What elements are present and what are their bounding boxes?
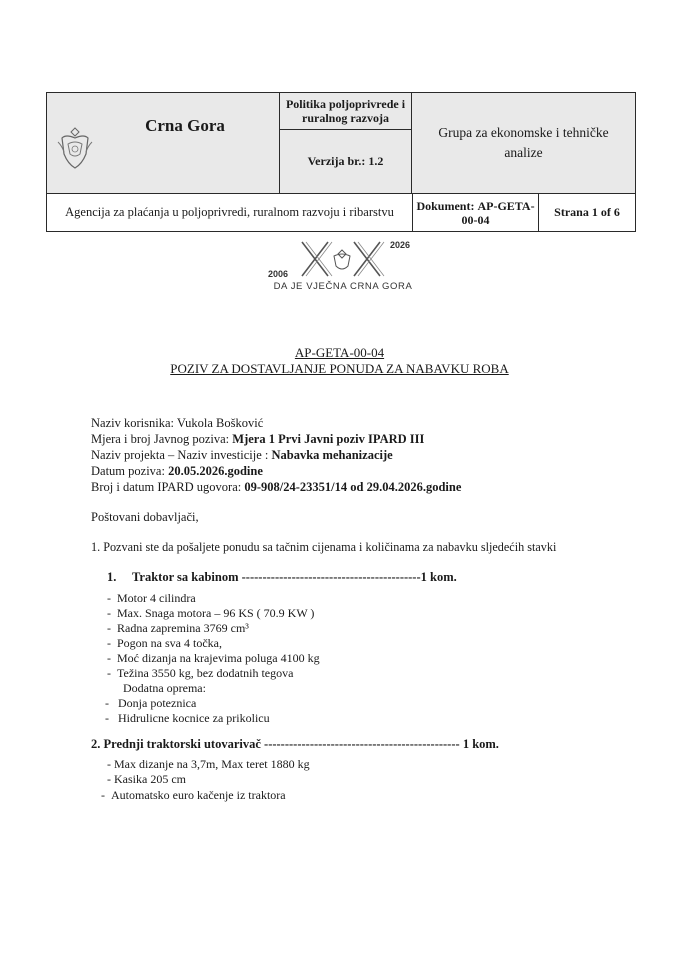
document-code-title: AP-GETA-00-04 xyxy=(294,345,385,360)
coat-of-arms-icon xyxy=(56,124,94,174)
logo-year-start: 2006 xyxy=(268,269,289,279)
item-1-heading: 1. Traktor sa kabinom -------------------------------------------1 kom. xyxy=(107,570,457,584)
version-label: Verzija br.: xyxy=(307,154,366,168)
item-1-extra-label: Dodatna oprema: xyxy=(123,681,206,695)
item-1-extra: - Hidrulicne kocnice za prikolicu xyxy=(105,711,270,725)
agency-cell xyxy=(47,194,413,231)
agency-text: Agencija za plaćanja u poljoprivredi, ruralnom razvoju i ribarstvu xyxy=(65,205,394,219)
greeting: Poštovani dobavljači, xyxy=(91,510,199,524)
policy-text: Politika poljoprivrede i ruralnog razvoja xyxy=(285,97,406,125)
page-number: Strana 1 of 6 xyxy=(554,205,620,219)
item-2-spec: - Kasika 205 cm xyxy=(107,772,186,786)
version-value: 1.2 xyxy=(368,154,384,168)
item-2-spec: - Automatsko euro kačenje iz traktora xyxy=(101,788,286,802)
info-date: Datum poziva: 20.05.2026.godine xyxy=(91,464,263,478)
policy-cell xyxy=(280,93,412,130)
info-project: Naziv projekta – Naziv investicije : Nabavka mehanizacije xyxy=(91,448,393,462)
document-value: AP-GETA-00-04 xyxy=(461,198,535,227)
item-1-spec: - Težina 3550 kg, bez dodatnih tegova xyxy=(107,666,294,680)
group-text: Grupa za ekonomske i tehničke analize xyxy=(438,125,609,160)
item-1-spec: - Max. Snaga motora – 96 KS ( 70.9 KW ) xyxy=(107,606,315,620)
item-1-extra: - Donja poteznica xyxy=(105,696,197,710)
info-contract: Broj i datum IPARD ugovora: 09-908/24-23351/14 od 29.04.2026.godine xyxy=(91,480,462,494)
country-name: Crna Gora xyxy=(145,116,225,135)
intro-text: 1. Pozvani ste da pošaljete ponudu sa tačnim cijenama i količinama za nabavku sljedećih stavki xyxy=(91,540,557,554)
item-1-spec: - Moć dizanja na krajevima poluga 4100 kg xyxy=(107,651,320,665)
item-2-heading: 2. Prednji traktorski utovarivač ----------------------------------------------- 1 kom. xyxy=(91,737,499,751)
group-cell xyxy=(412,93,635,194)
item-1-spec: - Pogon na sva 4 točka, xyxy=(107,636,222,650)
item-2-spec: - Max dizanje na 3,7m, Max teret 1880 kg xyxy=(107,757,310,771)
document-heading: POZIV ZA DOSTAVLJANJE PONUDA ZA NABAVKU ROBA xyxy=(170,361,509,376)
info-user: Naziv korisnika: Vukola Bošković xyxy=(91,416,264,430)
item-1-spec: - Radna zapremina 3769 cm³ xyxy=(107,621,249,635)
info-measure: Mjera i broj Javnog poziva: Mjera 1 Prvi Javni poziv IPARD III xyxy=(91,432,425,446)
item-1-spec: - Motor 4 cilindra xyxy=(107,591,196,605)
logo-year-end: 2026 xyxy=(390,240,411,250)
page-cell xyxy=(539,194,635,231)
document-cell xyxy=(413,194,539,231)
version-cell xyxy=(280,130,412,194)
document-label: Dokument: xyxy=(416,198,475,213)
logo-tagline: DA JE VJEČNA CRNA GORA xyxy=(273,281,413,292)
